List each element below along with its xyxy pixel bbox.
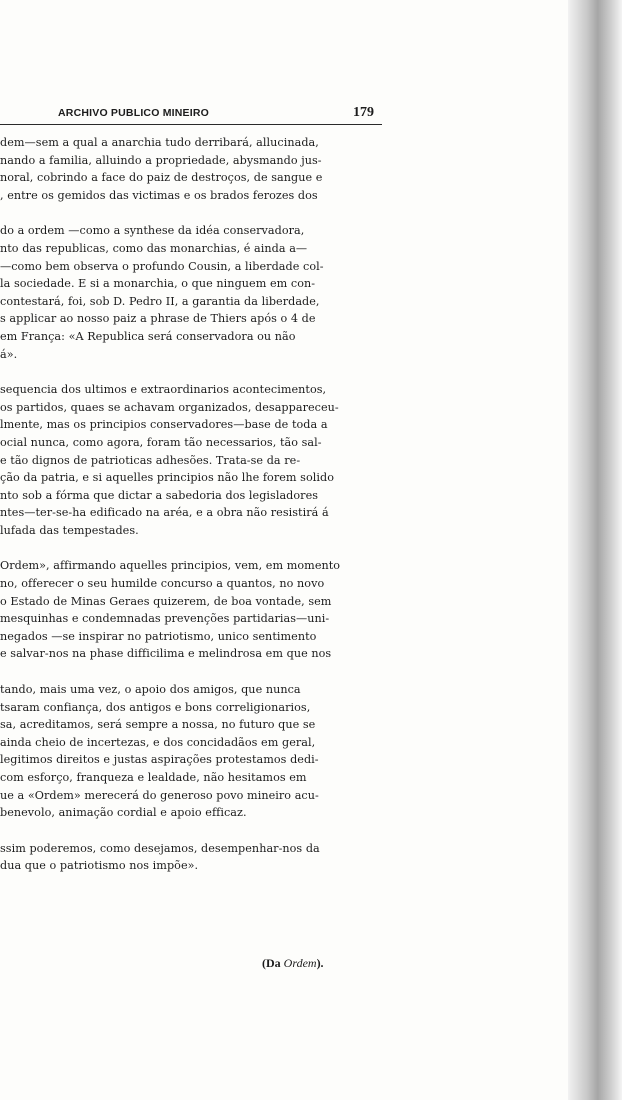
text-line: tando, mais uma vez, o apoio dos amigos, que nunca	[0, 683, 301, 697]
page-number: 179	[353, 105, 374, 120]
text-line: ntes—ter-se-ha edificado na aréa, e a obra não resistirá á	[0, 506, 329, 520]
text-line: o Estado de Minas Geraes quizerem, de boa vontade, sem	[0, 594, 332, 608]
credit-prefix: (Da	[262, 956, 284, 970]
text-line: nto sob a fórma que dictar a sabedoria dos legisladores	[0, 488, 319, 502]
text-line: e tão dignos de patrioticas adhesões. Trata-se da re-	[0, 453, 301, 467]
paragraph-6	[0, 840, 400, 875]
text-line: dem—sem a qual a anarchia tudo derribará, allucinada,	[0, 136, 319, 149]
text-line: noral, cobrindo a face do paiz de destroços, de sangue e	[0, 171, 323, 185]
text-line: nando a familia, alluindo a propriedade, abysmando jus-	[0, 153, 322, 167]
text-line: ue a «Ordem» merecerá do generoso povo mineiro acu-	[0, 788, 319, 802]
text-line: sequencia dos ultimos e extraordinarios acontecimentos,	[0, 383, 327, 397]
text-line: á».	[0, 347, 18, 361]
running-title: ARCHIVO PUBLICO MINEIRO	[58, 107, 210, 119]
text-line: no, offerecer o seu humilde concurso a quantos, no novo	[0, 577, 325, 591]
text-line: contestará, foi, sob D. Pedro II, a garantia da liberdade,	[0, 294, 320, 308]
paragraph-5	[0, 681, 400, 822]
text-line: ainda cheio de incertezas, e dos concidadãos em geral,	[0, 735, 316, 749]
text-line: benevolo, animação cordial e apoio efficaz.	[0, 806, 247, 820]
paragraph-1	[0, 134, 400, 204]
credit-suffix: ).	[316, 956, 324, 970]
text-line: e salvar-nos na phase difficilima e melindrosa em que nos	[0, 647, 332, 661]
text-line: la sociedade. E si a monarchia, o que ninguem em con-	[0, 277, 316, 291]
text-line: s applicar ao nosso paiz a phrase de Thiers após o 4 de	[0, 312, 316, 326]
scan-binding-edge	[568, 0, 622, 1100]
text-line: —como bem observa o profundo Cousin, a liberdade col-	[0, 259, 324, 273]
text-line: em França: «A Republica será conservadora ou não	[0, 329, 296, 343]
text-line: com esforço, franqueza e lealdade, não hesitamos em	[0, 771, 307, 784]
text-line: dua que o patriotismo nos impõe».	[0, 859, 199, 873]
text-line: lmente, mas os principios conservadores—base de toda a	[0, 418, 328, 432]
paragraph-4	[0, 557, 400, 663]
text-line: , entre os gemidos das victimas e os brados ferozes dos	[0, 188, 318, 202]
running-header	[0, 104, 382, 125]
text-line: sa, acreditamos, será sempre a nossa, no futuro que se	[0, 718, 316, 732]
credit-source: Ordem	[283, 956, 317, 970]
text-line: legitimos direitos e justas aspirações protestamos dedi-	[0, 753, 319, 767]
text-line: tsaram confiança, dos antigos e bons correligionarios,	[0, 700, 311, 714]
source-credit	[262, 956, 324, 971]
text-line: os partidos, quaes se achavam organizados, desappareceu-	[0, 400, 339, 414]
text-line: lufada das tempestades.	[0, 523, 139, 537]
text-line: do a ordem —como a synthese da idéa conservadora,	[0, 224, 305, 238]
body-text	[0, 134, 400, 893]
text-line: ocial nunca, como agora, foram tão necessarios, tão sal-	[0, 435, 322, 449]
paragraph-2	[0, 222, 400, 363]
text-line: nto das republicas, como das monarchias, é ainda a—	[0, 241, 308, 255]
paragraph-3	[0, 381, 400, 539]
text-line: ssim poderemos, como desejamos, desempenhar-nos da	[0, 841, 320, 855]
text-line: negados —se inspirar no patriotismo, unico sentimento	[0, 629, 317, 643]
text-line: mesquinhas e condemnadas prevenções partidarias—uni-	[0, 612, 330, 626]
text-line: Ordem», affirmando aquelles principios, vem, em momento	[0, 559, 341, 573]
text-line: ção da patria, e si aquelles principios não lhe forem solido	[0, 471, 335, 485]
